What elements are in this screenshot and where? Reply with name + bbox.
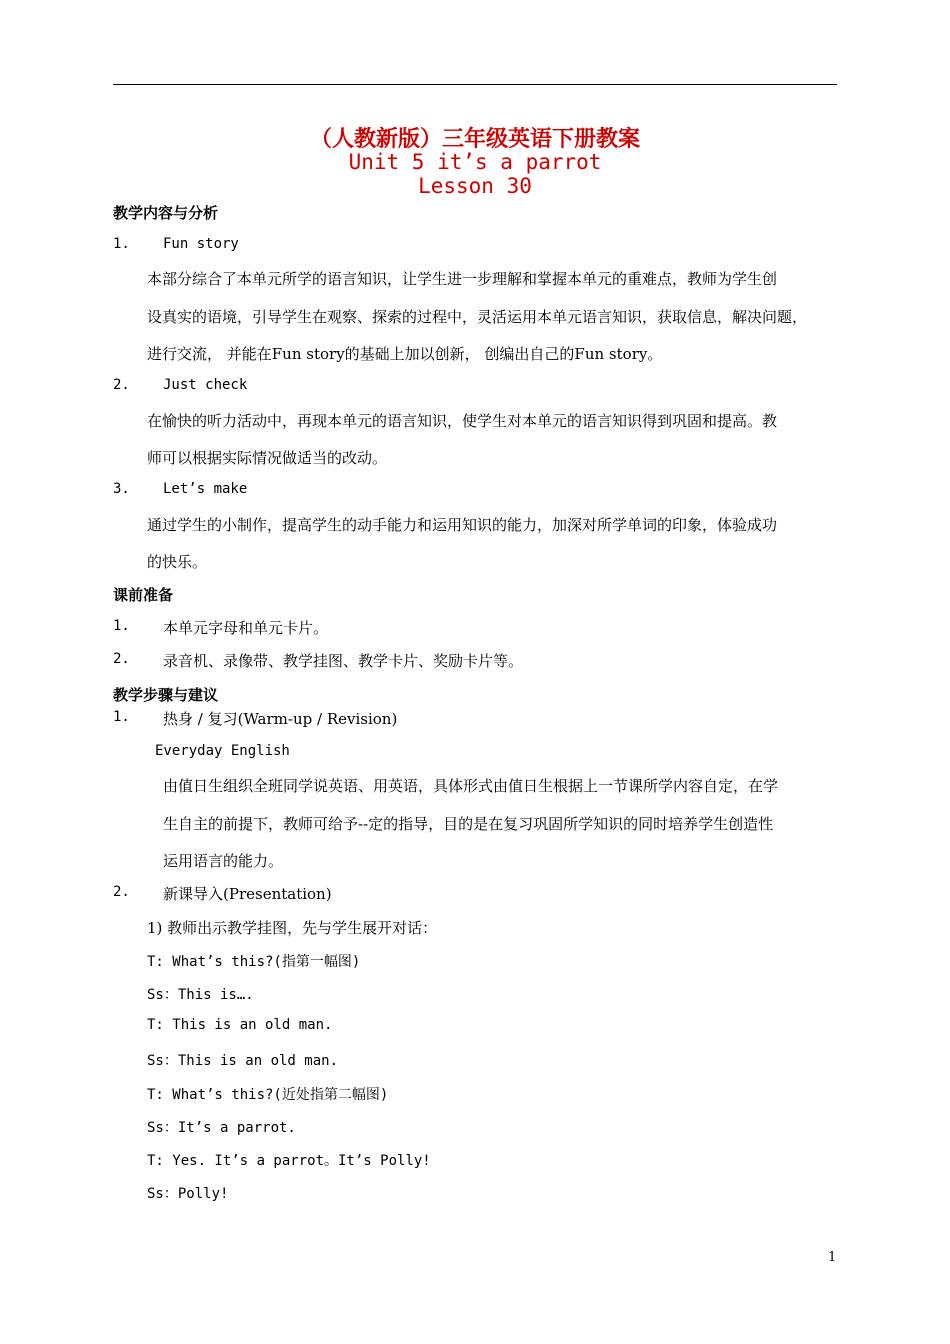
item-number: 2. bbox=[113, 377, 130, 393]
dialogue-line: T: Yes. It’s a parrot。It’s Polly! bbox=[147, 1153, 431, 1169]
dialogue-line: Ss：Polly! bbox=[147, 1186, 229, 1202]
item-number: 2. bbox=[113, 884, 130, 900]
doc-title: （人教新版）三年级英语下册教案 bbox=[309, 127, 640, 152]
item-number: 1. bbox=[113, 236, 130, 252]
paragraph-line: 运用语言的能力。 bbox=[163, 852, 284, 870]
paragraph-line: 生自主的前提下，教师可给予--定的指导，目的是在复习巩固所学知识的同时培养学生创造性 bbox=[163, 815, 774, 833]
section-heading-preparation: 课前准备 bbox=[113, 586, 174, 604]
item-number: 1. bbox=[113, 618, 130, 634]
paragraph-line: 通过学生的小制作，提高学生的动手能力和运用知识的能力，加深对所学单词的印象，体验成功 bbox=[147, 516, 778, 534]
step-label: 热身 / 复习(Warm-up / Revision) bbox=[163, 710, 398, 728]
section-heading-steps: 教学步骤与建议 bbox=[113, 686, 219, 704]
lesson-title: Lesson 30 bbox=[418, 174, 532, 198]
item-number: 1. bbox=[113, 709, 130, 725]
paragraph-line: 本部分综合了本单元所学的语言知识，让学生进一步理解和掌握本单元的重难点，教师为学生创 bbox=[147, 270, 778, 288]
section-heading-analysis: 教学内容与分析 bbox=[113, 204, 219, 222]
paragraph-line: 进行交流， 并能在Fun story的基础上加以创新， 创编出自己的Fun story。 bbox=[147, 345, 663, 363]
paragraph-line: 的快乐。 bbox=[147, 553, 208, 571]
dialogue-line: Ss：This is…. bbox=[147, 987, 254, 1003]
dialogue-line: T: What’s this?(近处指第二幅图) bbox=[147, 1087, 389, 1103]
list-item: 本单元字母和单元卡片。 bbox=[163, 619, 329, 637]
item-number: 2. bbox=[113, 651, 130, 667]
paragraph-line: 由值日生组织全班同学说英语、用英语，具体形式由值日生根据上一节课所学内容自定，在学 bbox=[163, 777, 779, 795]
sub-heading: Everyday English bbox=[155, 743, 290, 759]
item-label: Let’s make bbox=[163, 481, 248, 497]
dialogue-line: T: What’s this?(指第一幅图) bbox=[147, 954, 361, 970]
dialogue-line: Ss：It’s a parrot. bbox=[147, 1120, 296, 1136]
dialogue-line: T: This is an old man. bbox=[147, 1017, 333, 1033]
item-label: Just check bbox=[163, 377, 248, 393]
dialogue-intro: 1) 教师出示教学挂图，先与学生展开对话： bbox=[147, 919, 438, 937]
step-label: 新课导入(Presentation) bbox=[163, 885, 332, 903]
header-rule bbox=[113, 84, 837, 85]
paragraph-line: 在愉快的听力活动中，再现本单元的语言知识，使学生对本单元的语言知识得到巩固和提高。教 bbox=[147, 412, 778, 430]
unit-title: Unit 5 it’s a parrot bbox=[348, 150, 602, 174]
page-number: 1 bbox=[828, 1250, 837, 1265]
dialogue-line: Ss：This is an old man. bbox=[147, 1053, 339, 1069]
item-label: Fun story bbox=[163, 236, 239, 252]
list-item: 录音机、录像带、教学挂图、教学卡片、奖励卡片等。 bbox=[163, 652, 524, 670]
paragraph-line: 师可以根据实际情况做适当的改动。 bbox=[147, 449, 388, 467]
item-number: 3. bbox=[113, 481, 130, 497]
paragraph-line: 设真实的语境，引导学生在观察、探索的过程中，灵活运用本单元语言知识，获取信息，解决问题， bbox=[147, 308, 808, 326]
